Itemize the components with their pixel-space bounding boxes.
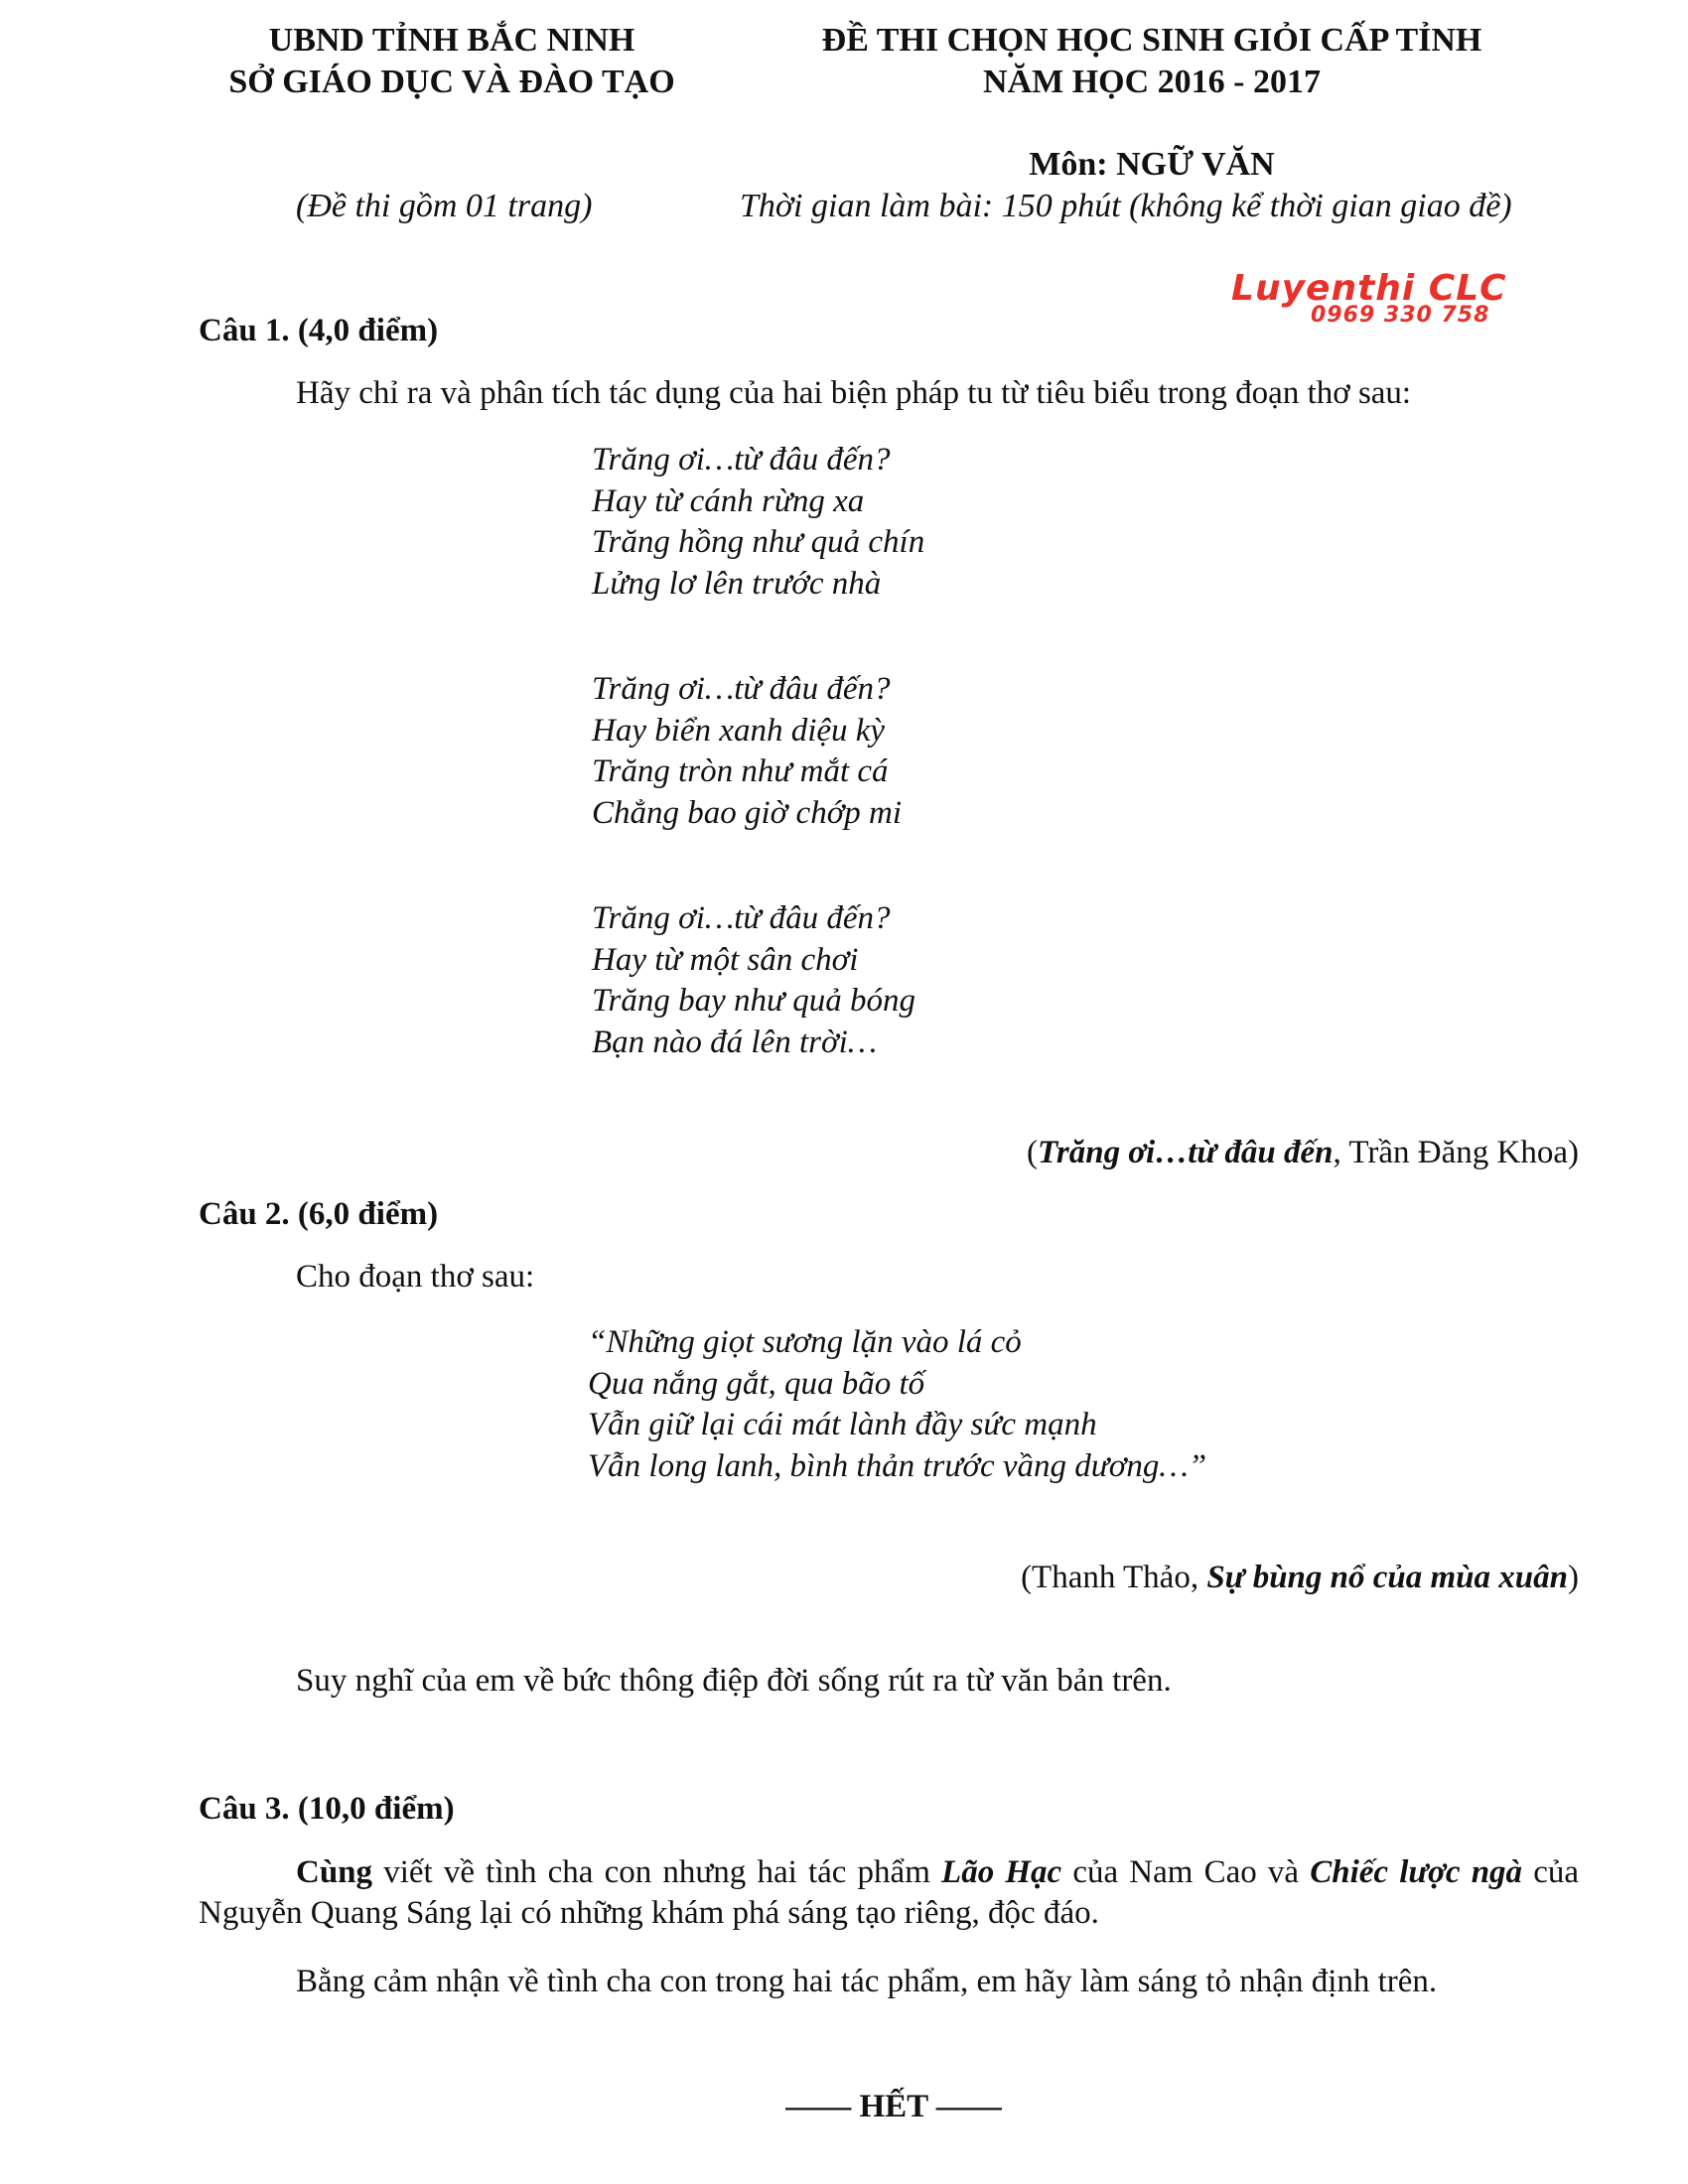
- question-2-source: [794, 1558, 1579, 1598]
- poem-line: Trăng ơi…từ đâu đến?: [592, 900, 891, 936]
- poem-line: Bạn nào đá lên trời…: [592, 1024, 878, 1060]
- watermark-name: Luyenthi CLC: [1231, 268, 1507, 309]
- poem-line: Vẫn giữ lại cái mát lành đầy sức mạnh: [588, 1407, 1097, 1442]
- poem-line: Trăng bay như quả bóng: [592, 983, 916, 1019]
- header-left: [189, 20, 715, 103]
- poem-stanza-1: [592, 440, 924, 605]
- time-note: Thời gian làm bài: 150 phút (không kể thời gian giao đề): [740, 188, 1512, 224]
- text-run: của Nam Cao và: [1061, 1854, 1311, 1890]
- question-2-prompt: Suy nghĩ của em về bức thông điệp đời sống rút ra từ văn bản trên.: [296, 1663, 1172, 1699]
- subject-title: Môn: NGỮ VĂN: [1029, 146, 1275, 183]
- poem-line: Lửng lơ lên trước nhà: [592, 565, 882, 602]
- question-1-prompt: Hãy chỉ ra và phân tích tác dụng của hai biện pháp tu từ tiêu biểu trong đoạn thơ sau:: [296, 375, 1412, 411]
- poem-line: Trăng ơi…từ đâu đến?: [592, 671, 891, 707]
- school-year: NĂM HỌC 2016 - 2017: [983, 64, 1321, 100]
- poem-line: Trăng ơi…từ đâu đến?: [592, 442, 891, 478]
- question-2-poem: [588, 1322, 1206, 1487]
- question-2-intro: Cho đoạn thơ sau:: [296, 1259, 535, 1295]
- work-title-lao-hac: Lão Hạc: [941, 1854, 1062, 1890]
- poem-line: Hay từ một sân chơi: [592, 941, 859, 978]
- text-run: của Nguyễn Quang Sáng lại có những khám phá sáng tạo riêng, độc đáo.: [199, 1854, 1580, 1931]
- question-1-title: Câu 1. (4,0 điểm): [199, 313, 439, 348]
- poem-line: Qua nắng gắt, qua bão tố: [588, 1365, 925, 1402]
- question-3-title: Câu 3. (10,0 điểm): [199, 1791, 455, 1827]
- poem-line: Trăng tròn như mắt cá: [592, 753, 889, 789]
- end-mark: —— HẾT ——: [785, 2089, 1002, 2124]
- emphasis-word: Cùng: [296, 1854, 373, 1890]
- source-author: (Thanh Thảo,: [1021, 1560, 1207, 1595]
- department-line-2: SỞ GIÁO DỤC VÀ ĐÀO TẠO: [228, 64, 675, 100]
- question-1-source: [794, 1133, 1579, 1173]
- poem-line: Vẫn long lanh, bình thản trước vầng dương…”: [588, 1447, 1207, 1484]
- question-2-title: Câu 2. (6,0 điểm): [199, 1196, 439, 1232]
- source-work-title: Trăng ơi…từ đâu đến: [1037, 1135, 1334, 1170]
- source-work-title: Sự bùng nổ của mùa xuân: [1206, 1560, 1568, 1595]
- poem-line: Hay từ cánh rừng xa: [592, 482, 865, 519]
- exam-title: ĐỀ THI CHỌN HỌC SINH GIỎI CẤP TỈNH: [821, 22, 1482, 59]
- poem-line: Chẳng bao giờ chớp mi: [592, 794, 903, 831]
- watermark-logo: [1231, 268, 1549, 328]
- source-close-paren: ): [1568, 1560, 1579, 1595]
- source-author: , Trần Đăng Khoa): [1333, 1135, 1579, 1170]
- source-open-paren: (: [1026, 1135, 1038, 1170]
- question-3-paragraph-2: Bằng cảm nhận về tình cha con trong hai tác phẩm, em hãy làm sáng tỏ nhận định trên.: [296, 1964, 1438, 1999]
- poem-line: Trăng hồng như quả chín: [592, 524, 925, 560]
- department-line-1: UBND TỈNH BẮC NINH: [268, 22, 635, 59]
- poem-line: “Những giọt sương lặn vào lá cỏ: [588, 1324, 1022, 1360]
- work-title-chiec-luoc-nga: Chiếc lược ngà: [1310, 1854, 1523, 1890]
- poem-stanza-3: [592, 898, 915, 1063]
- text-run: viết về tình cha con nhưng hai tác phẩm: [372, 1854, 942, 1890]
- header-right: [755, 20, 1549, 103]
- poem-stanza-2: [592, 669, 902, 834]
- question-3-paragraph-1: [199, 1852, 1579, 1934]
- pages-note: (Đề thi gồm 01 trang): [296, 188, 593, 224]
- watermark-phone: 0969 330 758: [1311, 303, 1490, 328]
- poem-line: Hay biển xanh diệu kỳ: [592, 712, 886, 749]
